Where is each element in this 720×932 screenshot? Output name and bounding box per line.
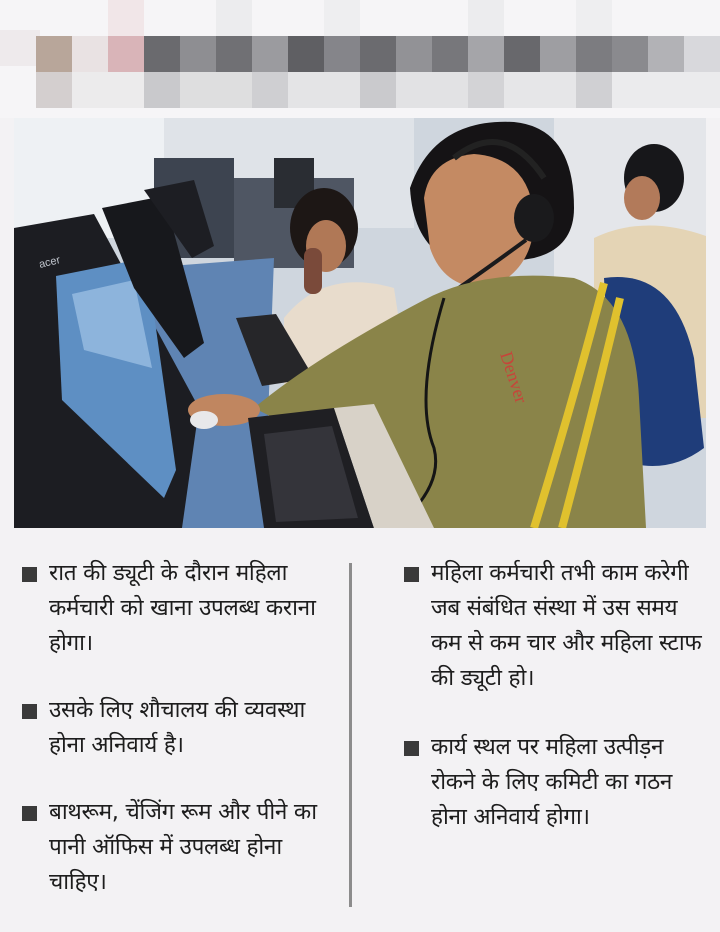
square-bullet-icon — [22, 567, 37, 582]
column-divider — [349, 563, 352, 907]
left-points-column — [22, 556, 340, 932]
list-item — [22, 556, 340, 661]
point-text: रात की ड्यूटी के दौरान महिला कर्मचारी को खाना उपलब्ध कराना होगा। — [49, 560, 316, 656]
list-item — [404, 730, 704, 835]
point-text: बाथरूम, चेंजिंग रूम और पीने का पानी ऑफिस में उपलब्ध होना चाहिए। — [49, 799, 317, 895]
list-item — [22, 693, 340, 763]
square-bullet-icon — [404, 567, 419, 582]
square-bullet-icon — [404, 741, 419, 756]
list-item — [22, 795, 340, 900]
point-text: कार्य स्थल पर महिला उत्पीड़न रोकने के लिए कमिटी का गठन होना अनिवार्य होगा। — [431, 734, 673, 830]
right-points-column — [404, 556, 704, 869]
monitor-brand: acer — [37, 254, 62, 271]
pixelated-header — [0, 0, 720, 118]
hoodie-print: Denver — [496, 349, 532, 406]
list-item — [404, 556, 704, 696]
point-text: महिला कर्मचारी तभी काम करेगी जब संबंधित संस्था में उस समय कम से कम चार और महिला स्टाफ की ड्यूटी हो। — [431, 560, 702, 691]
call-center-photo — [14, 118, 706, 528]
square-bullet-icon — [22, 704, 37, 719]
square-bullet-icon — [22, 806, 37, 821]
point-text: उसके लिए शौचालय की व्यवस्था होना अनिवार्य है। — [49, 697, 305, 758]
